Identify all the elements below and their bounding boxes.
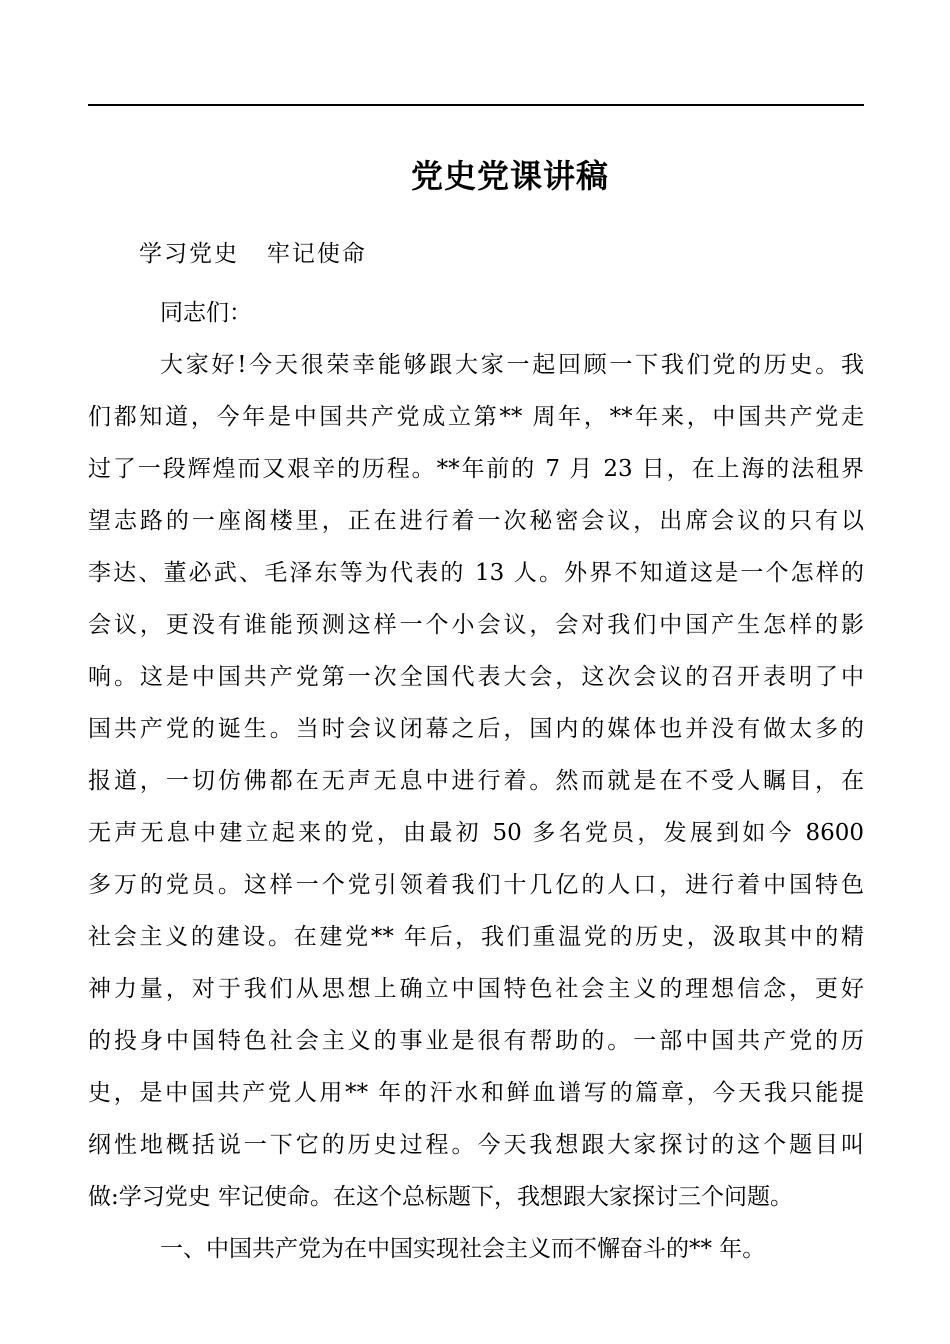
paragraph-line: 社会主义的建设。在建党** 年后，我们重温党的历史，汲取其中的精 xyxy=(88,924,864,950)
paragraph-line: 史，是中国共产党人用** 年的汗水和鲜血谱写的篇章，今天我只能提 xyxy=(88,1080,864,1106)
header-rule xyxy=(88,104,864,106)
paragraph-line: 会议，更没有谁能预测这样一个小会议，会对我们中国产生怎样的影 xyxy=(88,612,864,638)
paragraph-line: 做:学习党史 牢记使命。在这个总标题下，我想跟大家探讨三个问题。 xyxy=(88,1184,794,1210)
paragraph-line: 多万的党员。这样一个党引领着我们十几亿的人口，进行着中国特色 xyxy=(88,872,864,898)
paragraph-line: 大家好!今天很荣幸能够跟大家一起回顾一下我们党的历史。我 xyxy=(160,352,864,378)
paragraph-line: 的投身中国特色社会主义的事业是很有帮助的。一部中国共产党的历 xyxy=(88,1028,864,1054)
paragraph-line: 报道，一切仿佛都在无声无息中进行着。然而就是在不受人瞩目，在 xyxy=(88,768,864,794)
paragraph-line: 响。这是中国共产党第一次全国代表大会，这次会议的召开表明了中 xyxy=(88,664,864,690)
section-heading: 一、中国共产党为在中国实现社会主义而不懈奋斗的** 年。 xyxy=(160,1236,766,1262)
document-body xyxy=(88,287,864,1275)
document-title: 党史党课讲稿 xyxy=(410,157,609,195)
paragraph-line: 们都知道，今年是中国共产党成立第** 周年，**年来，中国共产党走 xyxy=(88,404,864,430)
paragraph-line: 无声无息中建立起来的党，由最初 50 多名党员，发展到如今 8600 xyxy=(88,820,864,846)
paragraph-line: 纲性地概括说一下它的历史过程。今天我想跟大家探讨的这个题目叫 xyxy=(88,1132,864,1158)
paragraph-line: 国共产党的诞生。当时会议闭幕之后，国内的媒体也并没有做太多的 xyxy=(88,716,864,742)
document-subtitle: 学习党史 牢记使命 xyxy=(139,241,367,267)
paragraph-line: 望志路的一座阁楼里，正在进行着一次秘密会议，出席会议的只有以 xyxy=(88,508,864,534)
salutation: 同志们： xyxy=(160,300,252,326)
paragraph-line: 李达、董必武、毛泽东等为代表的 13 人。外界不知道这是一个怎样的 xyxy=(88,560,864,586)
paragraph-line: 过了一段辉煌而又艰辛的历程。**年前的 7 月 23 日，在上海的法租界 xyxy=(88,456,864,482)
paragraph-line: 神力量，对于我们从思想上确立中国特色社会主义的理想信念，更好 xyxy=(88,976,864,1002)
